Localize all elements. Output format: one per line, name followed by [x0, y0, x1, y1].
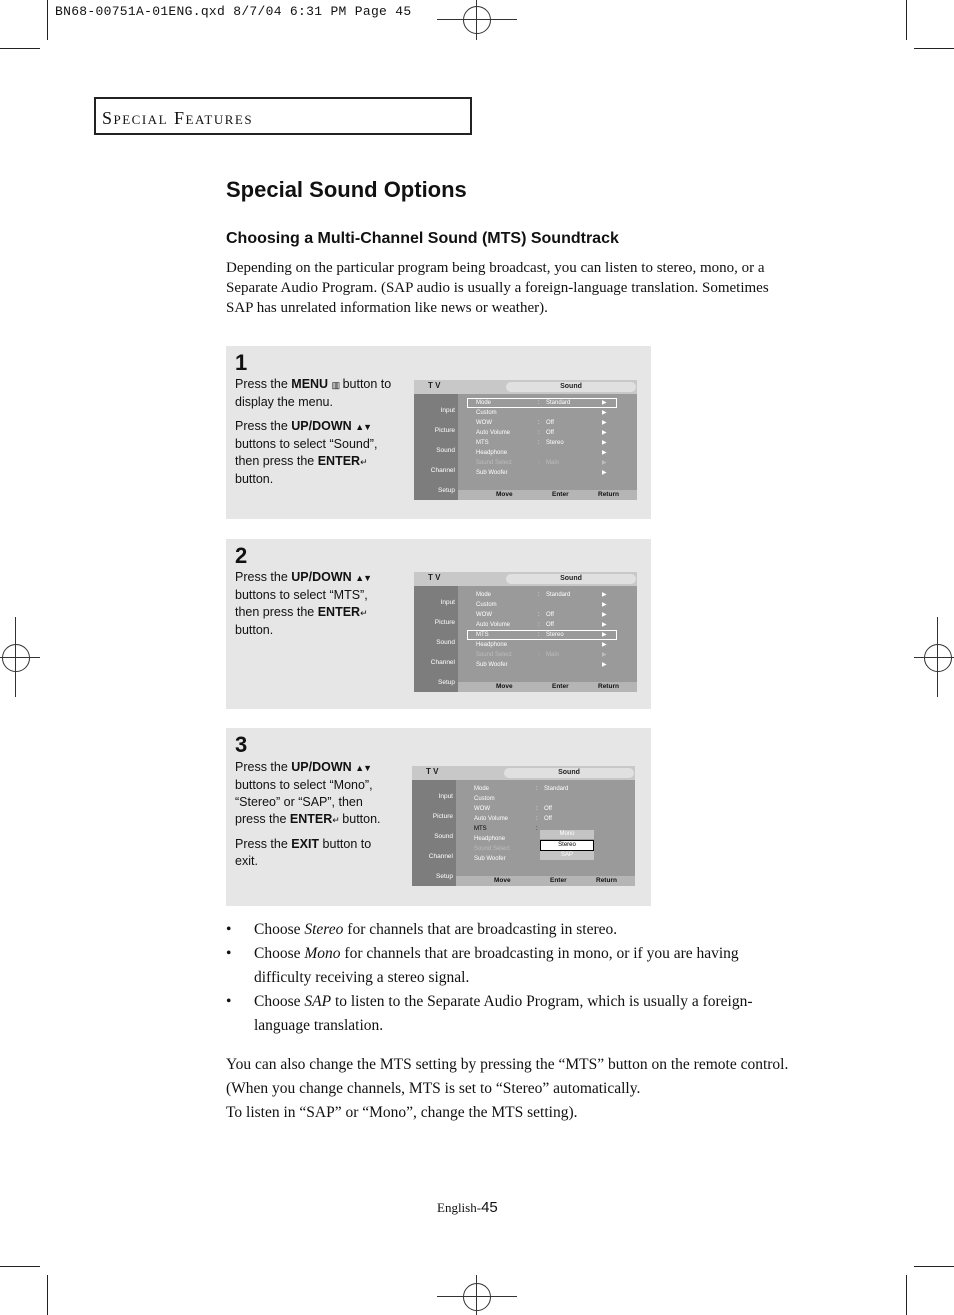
step-3-panel — [226, 728, 651, 906]
key-label: UP/DOWN — [291, 570, 352, 584]
section-title: Special Features — [102, 108, 254, 128]
osd-menu-screenshot — [412, 766, 635, 886]
osd-side-sound: Sound — [434, 833, 453, 840]
osd-footer: Move Enter Return — [456, 876, 635, 886]
osd-side-channel: Channel — [430, 467, 455, 474]
registration-line — [476, 1275, 477, 1315]
osd-tab: Sound — [504, 768, 634, 778]
up-down-icon: ▲▼ — [355, 573, 372, 583]
osd-side-picture: Picture — [434, 619, 455, 626]
osd-side-sound: Sound — [436, 639, 455, 646]
page-footer — [437, 1199, 498, 1216]
text: button to display the menu. — [235, 377, 392, 409]
list-item: • Choose SAP to listen to the Separate Audio Program, which is usually a foreign-language translation. — [226, 990, 796, 1038]
registration-line — [15, 617, 16, 697]
text: Press the — [235, 419, 292, 433]
up-down-icon: ▲▼ — [355, 763, 372, 773]
osd-menu-screenshot — [414, 572, 637, 692]
page-title: Special Sound Options — [226, 177, 467, 202]
key-label: ENTER — [317, 454, 361, 468]
key-label: MENU — [291, 377, 329, 391]
osd-side-channel: Channel — [428, 853, 453, 860]
osd-side-picture: Picture — [434, 427, 455, 434]
osd-row: Auto Volume : Off ▶ — [476, 430, 607, 436]
osd-row: MTS : Stereo ▶ — [476, 440, 607, 446]
crop-mark — [906, 0, 907, 40]
enter-icon: ↵ — [360, 608, 367, 618]
outro-line: You can also change the MTS setting by pressing the “MTS” button on the remote control. (When you change channels, MTS is set to “Stereo” automatically. — [226, 1056, 789, 1097]
osd-row: Sound Select — [474, 846, 510, 852]
registration-line — [0, 657, 40, 658]
crop-mark — [47, 0, 48, 40]
registration-line — [437, 1296, 517, 1297]
registration-mark — [463, 1283, 491, 1311]
osd-footer: Move Enter Return — [458, 490, 637, 500]
osd-row: Sub Woofer ▶ — [476, 470, 607, 476]
osd-titlebar — [412, 766, 635, 780]
text: button. — [235, 623, 274, 637]
osd-row: Custom — [474, 796, 495, 802]
crop-mark — [914, 48, 954, 49]
step-instructions — [235, 376, 395, 495]
page-number: 45 — [481, 1199, 498, 1216]
subtitle: Choosing a Multi-Channel Sound (MTS) Soundtrack — [226, 230, 619, 247]
registration-line — [476, 0, 477, 40]
footer-language: English- — [437, 1200, 482, 1215]
osd-row: MTS : Stereo ▶ — [467, 630, 617, 640]
text: Press the — [235, 837, 292, 851]
outro-paragraph — [226, 1053, 796, 1125]
osd-side-input: Input — [440, 599, 455, 606]
step-2-panel — [226, 539, 651, 709]
popup-option-stereo: Stereo — [540, 840, 594, 851]
text: Press the — [235, 760, 292, 774]
registration-line — [437, 19, 517, 20]
osd-row: MTS : — [474, 826, 538, 832]
osd-row: Headphone — [474, 836, 506, 842]
osd-row: Auto Volume : Off — [474, 816, 552, 822]
osd-side-sound: Sound — [436, 447, 455, 454]
osd-tab: Sound — [506, 382, 636, 392]
mts-popup-list — [540, 830, 594, 861]
step-number: 3 — [235, 732, 248, 757]
popup-option-sap: SAP — [540, 851, 594, 861]
crop-mark — [47, 1275, 48, 1315]
key-label: UP/DOWN — [291, 419, 352, 433]
osd-row: WOW : Off — [474, 806, 552, 812]
osd-row: Mode : Standard ▶ — [476, 592, 607, 598]
osd-sidebar — [414, 586, 458, 692]
osd-row: Auto Volume : Off ▶ — [476, 622, 607, 628]
step-1-panel — [226, 346, 651, 519]
text: buttons to select “MTS”, then press the — [235, 588, 368, 619]
text: Press the — [235, 570, 292, 584]
osd-side-channel: Channel — [430, 659, 455, 666]
intro-paragraph: Depending on the particular program being broadcast, you can listen to stereo, mono, or a Separate Audio Program. (SAP audio is usually a foreign-language translation. Sometimes SAP has unrelated information like news or weather). — [226, 260, 769, 316]
crop-mark — [906, 1275, 907, 1315]
osd-row: Mode : Standard ▶ — [467, 398, 617, 408]
osd-side-input: Input — [438, 793, 453, 800]
outro-line: To listen in “SAP” or “Mono”, change the MTS setting). — [226, 1104, 578, 1121]
step-instructions — [235, 759, 395, 877]
osd-side-setup: Setup — [438, 679, 455, 686]
osd-options — [462, 398, 632, 478]
osd-row: WOW : Off ▶ — [476, 612, 607, 618]
list-item: • Choose Stereo for channels that are broadcasting in stereo. — [226, 918, 796, 942]
osd-row: Sub Woofer ▶ — [476, 662, 607, 668]
key-label: ENTER — [317, 605, 361, 619]
registration-mark — [463, 6, 491, 34]
osd-row: Custom ▶ — [476, 602, 607, 608]
osd-titlebar — [414, 572, 637, 586]
step-number: 2 — [235, 543, 248, 568]
key-label: EXIT — [291, 837, 320, 851]
crop-mark — [0, 1266, 40, 1267]
text: buttons to select “Sound”, then press the — [235, 437, 378, 468]
key-label: UP/DOWN — [291, 760, 352, 774]
text: button. — [338, 812, 381, 826]
crop-mark — [914, 1266, 954, 1267]
osd-footer: Move Enter Return — [458, 682, 637, 692]
enter-icon: ↵ — [360, 457, 367, 467]
step-number: 1 — [235, 350, 248, 375]
osd-row: Headphone ▶ — [476, 642, 607, 648]
menu-icon: ▥ — [331, 380, 340, 390]
text: buttons to select “Mono”, “Stereo” or “SAP”, then press the — [235, 778, 373, 826]
osd-row: Sound Select : Main ▶ — [476, 460, 607, 466]
osd-sidebar — [412, 780, 456, 886]
osd-row: Mode : Standard — [474, 786, 569, 792]
osd-row: Sound Select : Main ▶ — [476, 652, 607, 658]
osd-side-setup: Setup — [436, 873, 453, 880]
osd-side-input: Input — [440, 407, 455, 414]
osd-tv-label: T V — [426, 767, 439, 776]
osd-row: Sub Woofer — [474, 856, 506, 862]
step-instructions — [235, 569, 395, 646]
key-label: ENTER — [289, 812, 333, 826]
osd-side-setup: Setup — [438, 487, 455, 494]
osd-row: Custom ▶ — [476, 410, 607, 416]
registration-mark — [924, 644, 952, 672]
up-down-icon: ▲▼ — [355, 422, 372, 432]
registration-mark — [2, 644, 30, 672]
print-header: BN68-00751A-01ENG.qxd 8/7/04 6:31 PM Page 45 — [55, 4, 412, 19]
osd-row: Headphone ▶ — [476, 450, 607, 456]
popup-option-mono: Mono — [540, 830, 594, 840]
osd-tab: Sound — [506, 574, 636, 584]
enter-icon: ↵ — [332, 815, 339, 825]
text: button to exit. — [235, 837, 372, 868]
crop-mark — [0, 48, 40, 49]
osd-tv-label: T V — [428, 573, 441, 582]
text: button. — [235, 472, 274, 486]
text: Press the — [235, 377, 292, 391]
registration-line — [914, 657, 954, 658]
osd-row: WOW : Off ▶ — [476, 420, 607, 426]
osd-tv-label: T V — [428, 381, 441, 390]
osd-sidebar — [414, 394, 458, 500]
osd-menu-screenshot — [414, 380, 637, 500]
osd-options — [462, 590, 632, 670]
osd-side-picture: Picture — [432, 813, 453, 820]
bullet-list — [226, 918, 796, 1038]
list-item: • Choose Mono for channels that are broadcasting in mono, or if you are having difficulty receiving a stereo signal. — [226, 942, 796, 990]
osd-titlebar — [414, 380, 637, 394]
registration-line — [937, 617, 938, 697]
